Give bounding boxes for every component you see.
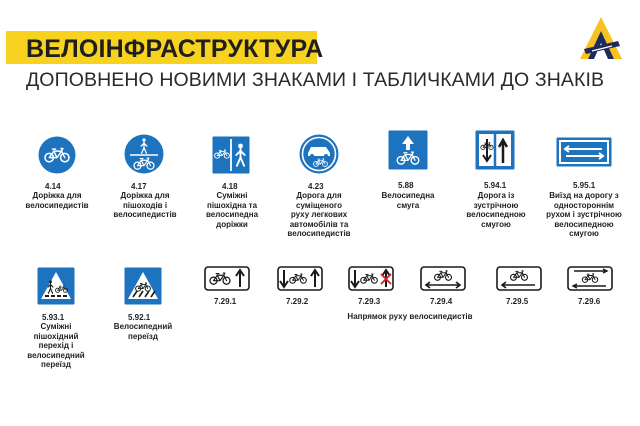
sign-code-5-94-1: 5.94.1: [484, 181, 507, 190]
plate-bicycle-up-arrow-icon: [204, 266, 250, 291]
sign-caption-4-18: Суміжні пішохідна та велосипедна доріжки: [205, 191, 259, 229]
sign-caption-4-23: Дорога для суміщеного руху легкових автомобілів та велосипедистів: [287, 191, 351, 239]
sign-code-5-88: 5.88: [398, 181, 414, 190]
plate-code-7-29-2: 7.29.2: [286, 297, 309, 306]
plate-code-7-29-6: 7.29.6: [578, 297, 601, 306]
page-title: ВЕЛОІНФРАСТРУКТУРА: [26, 35, 324, 63]
bicycle-lane-sign-icon: [388, 130, 428, 170]
plates-caption: Напрямок руху велосипедистів: [347, 312, 473, 321]
sign-code-5-93-1: 5.93.1: [42, 313, 65, 322]
sign-caption-5-88: Велосипедна смуга: [381, 191, 435, 210]
bicycle-path-sign-icon: [38, 136, 76, 174]
car-bicycle-road-sign-icon: [299, 134, 339, 174]
plate-code-7-29-4: 7.29.4: [430, 297, 453, 306]
sign-caption-5-94-1: Дорога із зустрічною велосипедною смугою: [466, 191, 526, 229]
sign-caption-4-14: Доріжка для велосипедистів: [25, 191, 89, 210]
sign-code-4-14: 4.14: [45, 182, 61, 191]
road-agency-logo-icon: [578, 15, 624, 63]
sign-caption-5-93-1: Суміжні пішохідний перехід і велосипедний переїзд: [27, 322, 85, 370]
exit-contraflow-sign-icon: [556, 137, 612, 167]
plate-down-bicycle-up-icon: [277, 266, 323, 291]
plate-bicycle-right-left-arrows-icon: [567, 266, 613, 291]
plate-code-7-29-1: 7.29.1: [214, 297, 237, 306]
sign-code-4-23: 4.23: [308, 182, 324, 191]
pedestrian-bicycle-path-sign-icon: [124, 134, 164, 174]
sign-code-4-18: 4.18: [222, 182, 238, 191]
page-subtitle: ДОПОВНЕНО НОВИМИ ЗНАКАМИ І ТАБЛИЧКАМИ ДО ЗНАКІВ: [26, 69, 605, 91]
sign-caption-5-92-1: Велосипедний переїзд: [113, 322, 173, 341]
adjacent-paths-sign-icon: [212, 136, 250, 174]
sign-code-5-92-1: 5.92.1: [128, 313, 151, 322]
plate-down-bicycle-crossed-up-icon: [348, 266, 394, 291]
sign-caption-4-17: Доріжка для пішоходів і велосипедистів: [113, 191, 177, 220]
contraflow-lane-sign-icon: [475, 130, 515, 170]
plate-bicycle-double-arrow-icon: [420, 266, 466, 291]
sign-code-4-17: 4.17: [131, 182, 147, 191]
bicycle-crossing-sign-icon: [124, 267, 162, 305]
plate-code-7-29-3: 7.29.3: [358, 297, 381, 306]
sign-caption-5-95-1: Виїзд на дорогу з одностороннім рухом і зустрічною велосипедною смугою: [546, 191, 622, 239]
plate-bicycle-left-arrow-icon: [496, 266, 542, 291]
plate-code-7-29-5: 7.29.5: [506, 297, 529, 306]
sign-code-5-95-1: 5.95.1: [573, 181, 596, 190]
adjacent-crossing-sign-icon: [37, 267, 75, 305]
